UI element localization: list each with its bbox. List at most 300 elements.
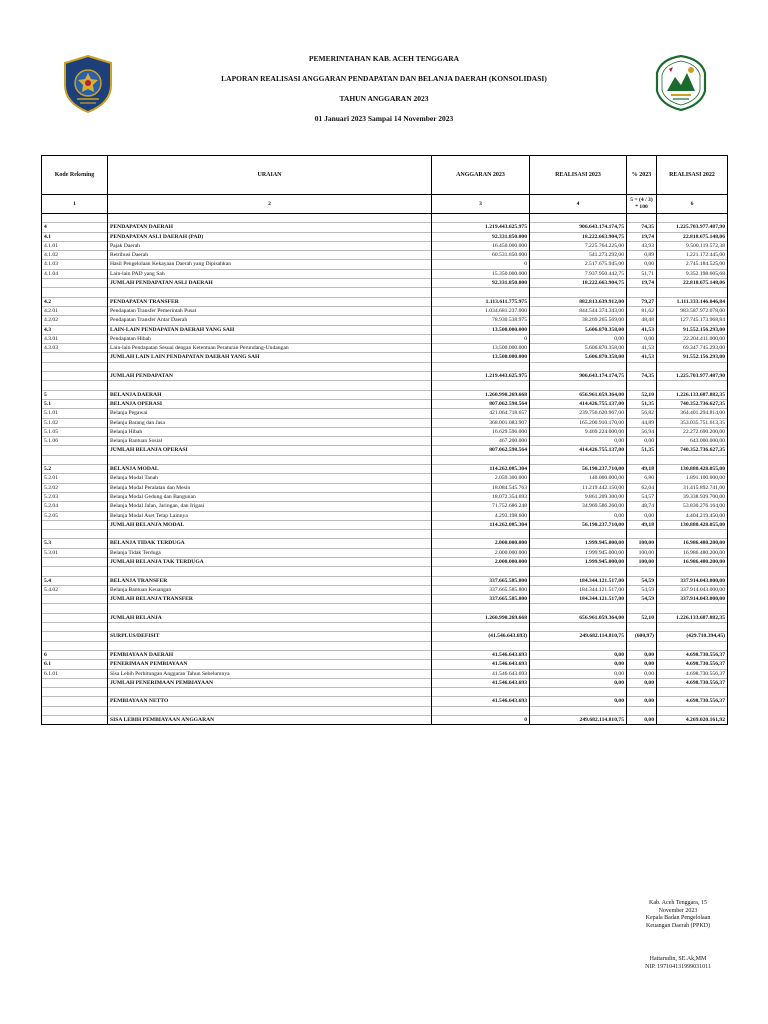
table-row [42,511,728,520]
table-row [42,418,728,427]
cell-kode: 5.1 [42,399,108,408]
cell-anggaran: 78.930.538.975 [432,316,530,325]
cell-realisasi: 18.222.663.904,75 [530,279,627,288]
cell-kode: 5.2.04 [42,502,108,511]
cell-realisasi: 9.861.209.300,00 [530,492,627,501]
cell-anggaran: 13.500.000.000 [432,344,530,353]
signature-position-2: Keuangan Daerah (PPKD) [646,922,710,929]
cell-realisasi-prev [657,381,728,390]
cell-persen: 54,59 [627,595,657,604]
signature-position-1: Kepala Badan Pengelolaan [645,915,711,921]
cell-persen: 0,00 [627,334,657,343]
cell-kode: 5.4 [42,576,108,585]
ministry-emblem-icon [63,55,113,113]
signatory-name: Hattarudin, SE.Ak,MM [649,956,707,962]
cell-uraian: Belanja Tidak Terduga [108,548,432,557]
signatory-nip: NIP. 197104131999031011 [645,963,711,970]
cell-kode [42,706,108,715]
cell-realisasi-prev: 1.225.703.977.487,90 [657,372,728,381]
blank-row [42,604,728,613]
cell-uraian: Belanja Bantuan Sosial [108,437,432,446]
cell-uraian: Pendapatan Transfer Pemerintah Pusat [108,306,432,315]
cell-realisasi-prev: (429.710.394,45) [657,632,728,641]
cell-kode [42,716,108,725]
cell-anggaran: 92.331.850.000 [432,279,530,288]
cell-kode: 5.1.06 [42,437,108,446]
cell-kode [42,557,108,566]
cell-kode: 4 [42,223,108,232]
cell-realisasi-prev: 4.269.020.161,92 [657,716,728,725]
cell-kode: 5 [42,390,108,399]
table-row [42,669,728,678]
cell-anggaran: 2.000.000.000 [432,548,530,557]
cell-realisasi [530,688,627,697]
cell-realisasi: 882.813.639.912,00 [530,297,627,306]
cell-kode: 5.3.01 [42,548,108,557]
cell-kode: 5.2.02 [42,483,108,492]
cell-realisasi: 541.273.292,00 [530,251,627,260]
table-row [42,223,728,232]
cell-kode [42,604,108,613]
cell-persen: 0,00 [627,669,657,678]
cell-persen [627,530,657,539]
report-title: LAPORAN REALISASI ANGGARAN PENDAPATAN DAN BELANJA DAERAH (KONSOLIDASI) [221,74,547,83]
cell-persen: 74,35 [627,372,657,381]
table-row [42,372,728,381]
cell-anggaran: 1.113.611.775.975 [432,297,530,306]
cell-realisasi-prev: 1.111.333.146.046,84 [657,297,728,306]
cell-realisasi: 656.961.059.364,00 [530,390,627,399]
cell-persen: 0,00 [627,260,657,269]
cell-realisasi-prev: 983.587.972.078,00 [657,306,728,315]
fiscal-year: TAHUN ANGGARAN 2023 [339,94,429,103]
cell-kode [42,678,108,687]
cell-realisasi: 7.937.950.442,75 [530,269,627,278]
cell-anggaran [432,688,530,697]
cell-persen [627,641,657,650]
cell-realisasi-prev: 16.986.480.200,00 [657,557,728,566]
budget-realization-table [41,155,728,725]
cell-realisasi-prev [657,706,728,715]
cell-realisasi: 2.517.675.945,00 [530,260,627,269]
cell-persen: 48,74 [627,502,657,511]
regency-emblem-icon [655,55,707,111]
cell-realisasi-prev: 2.745.184.525,00 [657,260,728,269]
cell-uraian: Belanja Bantuan Keuangan [108,585,432,594]
cell-persen: 0,00 [627,716,657,725]
cell-persen: 100,00 [627,557,657,566]
cell-uraian: JUMLAH PENDAPATAN [108,372,432,381]
table-row [42,232,728,241]
table-row [42,697,728,706]
blank-row [42,530,728,539]
col-header-uraian: URAIAN [108,156,432,195]
cell-persen: 56,82 [627,409,657,418]
cell-realisasi: 239.756.620.967,00 [530,409,627,418]
table-row [42,427,728,436]
cell-realisasi-prev: 9.352.198.605,68 [657,269,728,278]
cell-uraian: Pajak Daerah [108,241,432,250]
cell-persen: 6,80 [627,474,657,483]
cell-persen: 19,74 [627,232,657,241]
blank-row [42,567,728,576]
cell-realisasi: 414.426.755.137,00 [530,446,627,455]
cell-persen: 100,00 [627,539,657,548]
col-header-anggaran: ANGGARAN 2023 [432,156,530,195]
table-row [42,576,728,585]
cell-anggaran: 2.059.300.000 [432,474,530,483]
cell-persen [627,362,657,371]
cell-realisasi-prev: 337.914.043.000,00 [657,576,728,585]
cell-realisasi: 844.544.374.343,00 [530,306,627,315]
cell-uraian: Retribusi Daerah [108,251,432,260]
cell-anggaran [432,214,530,223]
cell-kode [42,288,108,297]
cell-realisasi-prev: 22.272.690.200,00 [657,427,728,436]
cell-uraian [108,530,432,539]
cell-kode: 5.1.01 [42,409,108,418]
table-row [42,539,728,548]
cell-realisasi: 249.682.114.810,75 [530,632,627,641]
table-row [42,632,728,641]
cell-persen: 44,89 [627,418,657,427]
cell-realisasi-prev: 1.891.100.000,00 [657,474,728,483]
blank-row [42,706,728,715]
cell-realisasi-prev: 1.226.133.687.882,35 [657,613,728,622]
cell-uraian: BELANJA DAERAH [108,390,432,399]
cell-realisasi-prev: 16.986.480.200,00 [657,539,728,548]
cell-kode [42,623,108,632]
cell-persen [627,567,657,576]
cell-realisasi: 0,00 [530,437,627,446]
cell-persen: 0,00 [627,650,657,659]
table-row [42,306,728,315]
table-row [42,650,728,659]
cell-anggaran: 467.200.000 [432,437,530,446]
cell-kode [42,372,108,381]
cell-uraian: PEMBIAYAAN DAERAH [108,650,432,659]
cell-realisasi: 1.999.945.000,00 [530,539,627,548]
cell-persen: 79,27 [627,297,657,306]
cell-anggaran: 16.450.000.000 [432,241,530,250]
cell-kode: 4.2 [42,297,108,306]
cell-realisasi-prev: 364.401.294.814,00 [657,409,728,418]
cell-persen [627,455,657,464]
cell-kode: 5.4.02 [42,585,108,594]
cell-anggaran: 71.752.686.248 [432,502,530,511]
cell-realisasi [530,362,627,371]
cell-realisasi: 0,00 [530,650,627,659]
cell-realisasi-prev: 1.225.703.977.487,90 [657,223,728,232]
cell-realisasi: 184.344.121.517,00 [530,576,627,585]
cell-persen: 51,35 [627,399,657,408]
cell-realisasi-prev [657,641,728,650]
cell-realisasi [530,455,627,464]
cell-persen: 62,04 [627,483,657,492]
cell-uraian: PEMBIAYAAN NETTO [108,697,432,706]
cell-anggaran: 1.034.681.237.000 [432,306,530,315]
cell-uraian: Sisa Lebih Perhitungan Anggaran Tahun Sebelumnya [108,669,432,678]
cell-anggaran [432,381,530,390]
blank-row [42,641,728,650]
cell-realisasi: 0,00 [530,678,627,687]
signatory [628,956,728,971]
cell-persen: 56,94 [627,427,657,436]
cell-anggaran: 337.665.585.800 [432,595,530,604]
cell-uraian: Belanja Modal Gedung dan Bangunan [108,492,432,501]
table-row [42,316,728,325]
cell-uraian: JUMLAH BELANJA MODAL [108,520,432,529]
cell-persen: 48,48 [627,316,657,325]
cell-anggaran [432,455,530,464]
cell-persen: 51,71 [627,269,657,278]
cell-kode [42,362,108,371]
cell-persen [627,288,657,297]
cell-realisasi: 906.643.174.174,75 [530,223,627,232]
cell-anggaran: 2.000.000.000 [432,557,530,566]
cell-uraian [108,688,432,697]
cell-anggaran: 4.293.198.600 [432,511,530,520]
cell-persen: 49,18 [627,520,657,529]
cell-persen: 0,00 [627,678,657,687]
cell-realisasi: 5.606.870.358,00 [530,325,627,334]
table-row [42,548,728,557]
cell-kode: 4.3.01 [42,334,108,343]
cell-kode [42,455,108,464]
cell-anggaran [432,641,530,650]
cell-anggaran: 18.072.354.693 [432,492,530,501]
cell-realisasi-prev: 740.352.736.627,35 [657,446,728,455]
cell-anggaran [432,623,530,632]
cell-realisasi: 0,00 [530,660,627,669]
cell-uraian: PENDAPATAN TRANSFER [108,297,432,306]
cell-realisasi: 140.000.000,00 [530,474,627,483]
cell-persen [627,688,657,697]
cell-uraian [108,381,432,390]
table-row [42,409,728,418]
cell-uraian [108,604,432,613]
cell-persen: 100,00 [627,548,657,557]
blank-row [42,623,728,632]
cell-uraian: Belanja Modal Peralatan dan Mesin [108,483,432,492]
cell-anggaran: 337.665.585.800 [432,585,530,594]
table-row [42,399,728,408]
cell-kode: 4.1 [42,232,108,241]
cell-uraian [108,455,432,464]
cell-persen: 54,59 [627,585,657,594]
cell-kode: 5.1.02 [42,418,108,427]
cell-uraian [108,288,432,297]
cell-realisasi-prev: 22.818.675.148,06 [657,232,728,241]
cell-persen: (600,97) [627,632,657,641]
cell-realisasi: 56.190.237.710,00 [530,520,627,529]
cell-persen: 0,00 [627,437,657,446]
cell-realisasi: 165.200.910.170,00 [530,418,627,427]
cell-uraian: Pendapatan Transfer Antar Daerah [108,316,432,325]
cell-realisasi: 1.999.945.000,00 [530,548,627,557]
cell-persen: 43,93 [627,241,657,250]
cell-anggaran: 13.500.000.000 [432,353,530,362]
cell-uraian: Belanja Modal Aset Tetap Lainnya [108,511,432,520]
cell-anggaran: 0 [432,260,530,269]
table-row [42,483,728,492]
cell-anggaran [432,362,530,371]
cell-uraian: BELANJA TRANSFER [108,576,432,585]
cell-kode: 5.2 [42,465,108,474]
cell-persen: 19,74 [627,279,657,288]
blank-row [42,214,728,223]
cell-kode [42,353,108,362]
table-row [42,520,728,529]
signature-place-date-2: November 2023 [658,907,698,914]
col-number-5: 5 = (4 / 3) * 100 [627,195,657,214]
cell-kode: 4.3 [42,325,108,334]
cell-realisasi: 7.225.764.225,00 [530,241,627,250]
cell-anggaran: 60.531.850.000 [432,251,530,260]
cell-uraian [108,623,432,632]
table-row [42,437,728,446]
cell-realisasi-prev: 16.986.480.200,00 [657,548,728,557]
table-row [42,334,728,343]
cell-realisasi-prev [657,455,728,464]
cell-realisasi-prev: 130.880.428.055,00 [657,465,728,474]
cell-persen: 51,35 [627,446,657,455]
cell-uraian: BELANJA MODAL [108,465,432,474]
cell-realisasi-prev: 22.818.675.148,06 [657,279,728,288]
cell-kode [42,530,108,539]
cell-persen [627,381,657,390]
cell-uraian [108,706,432,715]
table-row [42,279,728,288]
cell-kode: 5.1.05 [42,427,108,436]
table-row [42,241,728,250]
table-row [42,474,728,483]
cell-anggaran: 18.084.545.763 [432,483,530,492]
signature-block [628,900,728,930]
cell-anggaran: 16.629.596.000 [432,427,530,436]
cell-realisasi-prev: 9.500.119.572,38 [657,241,728,250]
cell-uraian: JUMLAH BELANJA TRANSFER [108,595,432,604]
cell-realisasi-prev: 69.347.745.293,00 [657,344,728,353]
cell-kode [42,567,108,576]
cell-realisasi-prev: 353.035.751.613,35 [657,418,728,427]
col-header-realisasi: REALISASI 2023 [530,156,627,195]
cell-realisasi-prev: 91.552.156.293,00 [657,325,728,334]
cell-realisasi-prev [657,688,728,697]
cell-realisasi: 34.969.586.260,00 [530,502,627,511]
cell-uraian [108,362,432,371]
cell-realisasi-prev: 4.698.730.556,37 [657,678,728,687]
cell-persen: 0,00 [627,660,657,669]
table-row [42,297,728,306]
table-body [42,214,728,725]
cell-anggaran: 114.262.085.304 [432,520,530,529]
cell-realisasi: 656.961.059.364,00 [530,613,627,622]
cell-realisasi: 0,00 [530,697,627,706]
table-row [42,251,728,260]
cell-uraian: Belanja Modal Tanah [108,474,432,483]
cell-persen: 0,00 [627,697,657,706]
cell-uraian: PENDAPATAN DAERAH [108,223,432,232]
cell-uraian: BELANJA OPERASI [108,399,432,408]
cell-realisasi-prev: 4.698.730.556,37 [657,660,728,669]
col-number-1: 1 [42,195,108,214]
col-header-persen: % 2023 [627,156,657,195]
table-row [42,595,728,604]
col-number-4: 4 [530,195,627,214]
cell-uraian: Belanja Modal Jalan, Jaringan, dan Irigasi [108,502,432,511]
cell-realisasi: 5.606.870.358,00 [530,344,627,353]
cell-uraian: Belanja Pegawai [108,409,432,418]
blank-row [42,288,728,297]
cell-anggaran: 92.331.850.000 [432,232,530,241]
cell-kode [42,697,108,706]
cell-realisasi: 18.222.663.904,75 [530,232,627,241]
table-row [42,390,728,399]
cell-realisasi-prev: 643.000.000,00 [657,437,728,446]
cell-realisasi-prev: 740.352.736.627,35 [657,399,728,408]
cell-anggaran: 368.001.083.907 [432,418,530,427]
cell-realisasi: 184.344.121.517,00 [530,595,627,604]
cell-persen: 54,59 [627,576,657,585]
cell-kode [42,279,108,288]
cell-uraian: JUMLAH PENERIMAAN PEMBIAYAAN [108,678,432,687]
cell-uraian: Belanja Hibah [108,427,432,436]
cell-anggaran: 0 [432,334,530,343]
cell-uraian: JUMLAH BELANJA TAK TERDUGA [108,557,432,566]
cell-realisasi-prev: 1.226.133.687.882,35 [657,390,728,399]
table-row [42,446,728,455]
cell-realisasi: 906.643.174.174,75 [530,372,627,381]
cell-anggaran: 2.000.000.000 [432,539,530,548]
cell-persen: 41,53 [627,325,657,334]
cell-anggaran [432,288,530,297]
cell-realisasi-prev [657,604,728,613]
table-row [42,269,728,278]
cell-kode [42,381,108,390]
cell-realisasi: 5.606.870.358,00 [530,353,627,362]
cell-anggaran [432,604,530,613]
cell-anggaran [432,567,530,576]
cell-uraian: JUMLAH PENDAPATAN ASLI DAERAH [108,279,432,288]
cell-persen: 81,62 [627,306,657,315]
cell-persen: 52,10 [627,390,657,399]
cell-kode [42,613,108,622]
cell-realisasi-prev: 4.698.730.556,37 [657,650,728,659]
cell-realisasi-prev [657,567,728,576]
cell-realisasi-prev: 337.914.043.000,00 [657,595,728,604]
cell-kode: 4.2.01 [42,306,108,315]
cell-uraian: PENERIMAAN PEMBIAYAAN [108,660,432,669]
cell-kode: 5.2.01 [42,474,108,483]
cell-realisasi-prev [657,288,728,297]
cell-realisasi-prev: 337.914.043.000,00 [657,585,728,594]
cell-realisasi-prev: 130.880.428.055,00 [657,520,728,529]
cell-anggaran: 114.262.085.304 [432,465,530,474]
cell-realisasi [530,214,627,223]
table-row [42,678,728,687]
cell-realisasi: 414.426.755.137,00 [530,399,627,408]
cell-uraian: JUMLAH LAIN LAIN PENDAPATAN DAERAH YANG SAH [108,353,432,362]
cell-uraian: SURPLUS/DEFISIT [108,632,432,641]
table-row [42,716,728,725]
cell-kode [42,446,108,455]
table-row [42,660,728,669]
col-number-3: 3 [432,195,530,214]
cell-anggaran: 807.062.598.564 [432,399,530,408]
cell-uraian: LAIN-LAIN PENDAPATAN DAERAH YANG SAH [108,325,432,334]
cell-realisasi-prev [657,623,728,632]
